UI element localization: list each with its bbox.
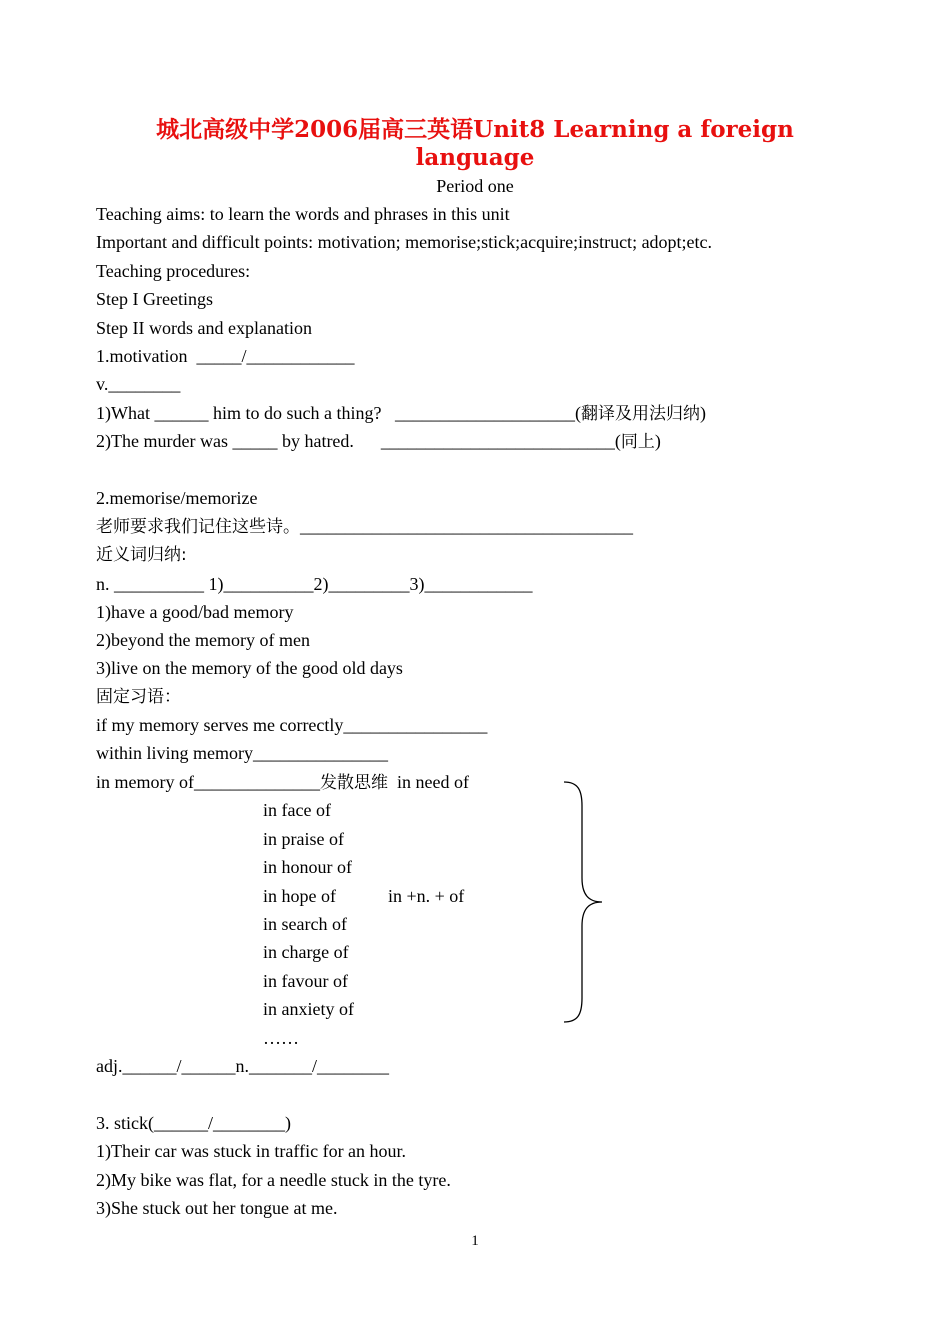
stick-example-1: 1)Their car was stuck in traffic for an hour.: [96, 1141, 407, 1161]
question-1-text: 1)What ______ him to do such a thing? ____________________(: [96, 403, 581, 423]
step-1: Step I Greetings: [96, 289, 213, 309]
phrase-item: in praise of: [263, 829, 344, 849]
verb-blank: v.________: [96, 374, 181, 394]
phrase-item: in face of: [263, 800, 331, 820]
translation-blank: _____________________________________: [300, 516, 633, 536]
phrase-item: ……: [263, 1028, 299, 1048]
synonyms-heading: 近义词归纳:: [96, 545, 187, 565]
noun-blanks: n. __________ 1)__________2)_________3)____________: [96, 574, 533, 594]
memory-example-2: 2)beyond the memory of men: [96, 630, 310, 650]
question-1-note: 翻译及用法归纳: [580, 404, 700, 424]
pattern-label: in +n. + of: [388, 886, 465, 906]
question-1: [96, 402, 706, 425]
motivation-heading: 1.motivation _____/____________: [96, 346, 355, 366]
teaching-procedures: Teaching procedures:: [96, 261, 251, 281]
idioms-heading: 固定习语：: [96, 687, 181, 707]
phrase-item: in charge of: [263, 942, 349, 962]
in-memory-text: in memory of______________: [96, 772, 320, 792]
idiom-if-memory: if my memory serves me correctly________________: [96, 715, 488, 735]
in-need-of: in need of: [387, 772, 469, 792]
phrase-item: in anxiety of: [263, 999, 354, 1019]
question-2-note: 同上: [620, 432, 655, 452]
title-line-2: language: [415, 144, 535, 171]
question-1-close: ): [699, 403, 706, 423]
stick-heading: 3. stick(______/________): [96, 1113, 291, 1133]
page-number: 1: [471, 1233, 479, 1249]
phrase-item: in favour of: [263, 971, 348, 991]
subtitle: Period one: [436, 176, 514, 196]
idiom-in-memory: [96, 771, 469, 794]
question-2-close: ): [654, 431, 661, 451]
phrase-item: in honour of: [263, 857, 352, 877]
stick-example-3: 3)She stuck out her tongue at me.: [96, 1198, 338, 1218]
memorise-heading: 2.memorise/memorize: [96, 488, 258, 508]
idiom-within-memory: within living memory_______________: [96, 743, 388, 763]
translation-line: [96, 515, 633, 538]
teaching-aims: Teaching aims: to learn the words and phrases in this unit: [96, 204, 510, 224]
memory-example-1: 1)have a good/bad memory: [96, 602, 294, 622]
chinese-sentence: 老师要求我们记住这些诗。: [96, 517, 300, 537]
phrase-item: in hope of: [263, 886, 336, 906]
question-2: [96, 430, 661, 453]
title-line-1: 城北高级中学2006届高三英语Unit8 Learning a foreign: [156, 116, 794, 143]
right-brace-icon: [560, 778, 610, 1026]
step-2: Step II words and explanation: [96, 318, 312, 338]
important-points: Important and difficult points: motivation; memorise;stick;acquire;instruct; adopt;etc.: [96, 232, 713, 252]
question-2-text: 2)The murder was _____ by hatred. __________________________(: [96, 431, 621, 451]
phrase-item: in search of: [263, 914, 347, 934]
memory-example-3: 3)live on the memory of the good old days: [96, 658, 403, 678]
adj-noun-blanks: adj.______/______n._______/________: [96, 1056, 389, 1076]
stick-example-2: 2)My bike was flat, for a needle stuck in the tyre.: [96, 1170, 451, 1190]
divergent-thinking-label: 发散思维: [319, 773, 388, 793]
